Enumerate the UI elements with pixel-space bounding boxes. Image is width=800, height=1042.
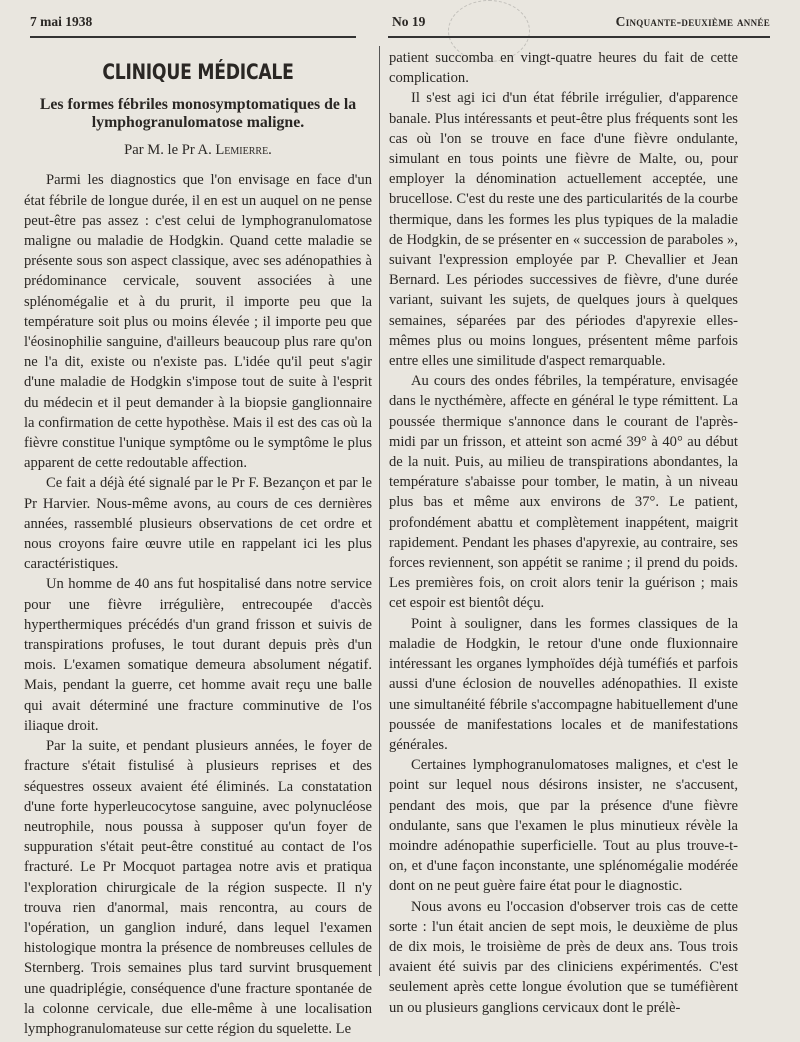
section-title: CLINIQUE MÉDICALE [102,60,294,84]
paragraph: Parmi les diagnostics que l'on envisage en face d'un état fébrile de longue durée, il en est un auquel on ne pense peut-être pas assez : c'est celui de lymphogranulomatose maligne ou maladie de Hodgkin. Quand cette maladie se présente sous son aspect classique, avec ses adénopathies à prédominance cervicale, souvent associées à une splénomégalie et à du prurit, il importe peu que la température soit plus ou moins élevée ; il importe peu que l'éosinophilie sanguine, d'ailleurs beaucoup plus rare qu'on ne l'a dit, existe ou n'existe pas. L'idée qu'il peut s'agir d'une maladie de Hodgkin s'impose tout de suite à l'esprit du médecin et il peut demander à la biopsie ganglionnaire la confirmation de cette hypothèse. Mais il est des cas où la fièvre constitue l'unique symptôme ou le symptôme le plus apparent de cette redoutable affection. [24,172,372,472]
header-rule-right [388,36,770,38]
paragraph: Par la suite, et pendant plusieurs années, le foyer de fracture s'était fistulisé à plusieurs reprises et des séquestres osseux avaient été éliminés. La constatation d'une forte hyperleucocytose sanguine, avec polynucléose neutrophile, nous poussa à supposer qu'un foyer de suppuration s'était peut-être constitué au contact de l'os fracturé. Le Pr Mocquot partagea notre avis et pratiqua l'exploration chirurgicale de la région suspecte. Il n'y trouva rien d'anormal, mais rencontra, au cours de l'opération, un ganglion induré, dans lequel l'examen histologique montra la présence de nombreuses cellules de Sternberg. Trois semaines plus tard survint brusquement une quadriplégie, conséquence d'une fracture spontanée de la colonne cervicale, due elle-même à une localisation lymphogranulomateuse sur cette région du squelette. Le [24,738,372,1037]
column-divider [379,46,380,976]
issue-year: Cinquante-deuxième année [615,14,770,29]
paragraph: Certaines lymphogranulomatoses malignes, et c'est le point sur lequel nous désirons insister, ne s'accusent, pendant des mois, que par la présence d'une fièvre ondulante, sans que l'examen le plus minutieux révèle la moindre adénopathie superficielle. Tout au plus trouve-t-on, et d'une façon inconstante, une splénomégalie modérée dont on ne peut guère faire état pour le diagnostic. [389,757,738,895]
issue-number: No 19 [392,14,426,29]
right-column [389,48,738,1018]
issue-date: 7 mai 1938 [30,14,93,29]
paragraph: Nous avons eu l'occasion d'observer trois cas de cette sorte : l'un était ancien de sept mois, le deuxième de plus de dix mois, le troisième de près de deux ans. Tous trois avaient été suivis par des cliniciens expérimentés. C'est seulement après cette longue évolution que se tuméfièrent un ou plusieurs ganglions cervicaux dont le prélè- [389,898,738,1016]
paragraph: Au cours des ondes fébriles, la température, envisagée dans le nycthémère, affecte en général le type rémittent. La poussée thermique s'annonce dans le courant de l'après-midi par un frisson, et atteint son acmé 39° à 40° au début de la nuit. Puis, au milieu de transpirations abondantes, la température s'abaisse pour tomber, le matin, à un niveau plus bas et même aux environs de 37°. Le patient, profondément abattu et complètement inappétent, maigrit rapidement. Pendant les phases d'apyrexie, au contraire, ses forces reviennent, son appétit se ranime ; il prend du poids. Les premières fois, on croit alors tenir la guérison ; mais cet espoir est bientôt déçu. [389,373,738,612]
paragraph: patient succomba en vingt-quatre heures du fait de cette complication. [389,50,738,87]
paragraph: Il s'est agi ici d'un état fébrile irrégulier, d'apparence banale. Plus intéressants et peut-être plus fréquents sont les cas où l'on se trouve en face d'une fièvre ondulante, simulant en tous points une fièvre de Malte, ou, pour employer la dénomination actuellement acceptée, une brucellose. C'est du reste une des particularités de la courbe thermique, dans les formes les plus typiques de la maladie de Hodgkin, de se présenter en « succession de paraboles », suivant l'expression employée par P. Chevallier et Jean Bernard. Les périodes successives de fièvre, d'une durée variant, suivant les sujets, de quelques jours à quelques semaines, séparées par des périodes d'apyrexie elles-mêmes plus ou moins longues, présentent même parfois entre elles une similitude d'aspect remarquable. [389,90,738,370]
page-header [30,14,770,36]
paragraph: Ce fait a déjà été signalé par le Pr F. Bezançon et par le Pr Harvier. Nous-même avons, au cours de ces dernières années, rassemblé plusieurs observations de cet ordre et nous croyons faire œuvre utile en rappelant ici les plus caractéristiques. [24,475,372,573]
author-name: Lemierre. [215,142,272,159]
article-author [24,140,372,160]
author-prefix: Par M. le Pr A. [124,142,212,159]
paragraph: Point à souligner, dans les formes classiques de la maladie de Hodgkin, le retour d'une onde fluxionnaire intéressant les organes lymphoïdes déjà tuméfiés et parfois aussi d'une éclosion de nouvelles adénopathies. Il existe une simultanéité fébrile s'accompagne habituellement d'une poussée de manifestations locales et de manifestations générales. [389,615,738,753]
paragraph: Un homme de 40 ans fut hospitalisé dans notre service pour une fièvre irrégulière, entrecoupée d'accès hyperthermiques précédés d'un grand frisson et suivis de transpirations profuses, le tout durant depuis près d'un mois. L'examen somatique demeura absolument négatif. Mais, pendant la guerre, cet homme avait reçu une balle qui avait déterminé une fracture comminutive de l'os iliaque droit. [24,576,372,734]
left-column [24,48,372,1039]
header-rule-left [30,36,356,38]
article-title: Les formes fébriles monosymptomatiques de la lymphogranulomatose maligne. [39,96,357,132]
